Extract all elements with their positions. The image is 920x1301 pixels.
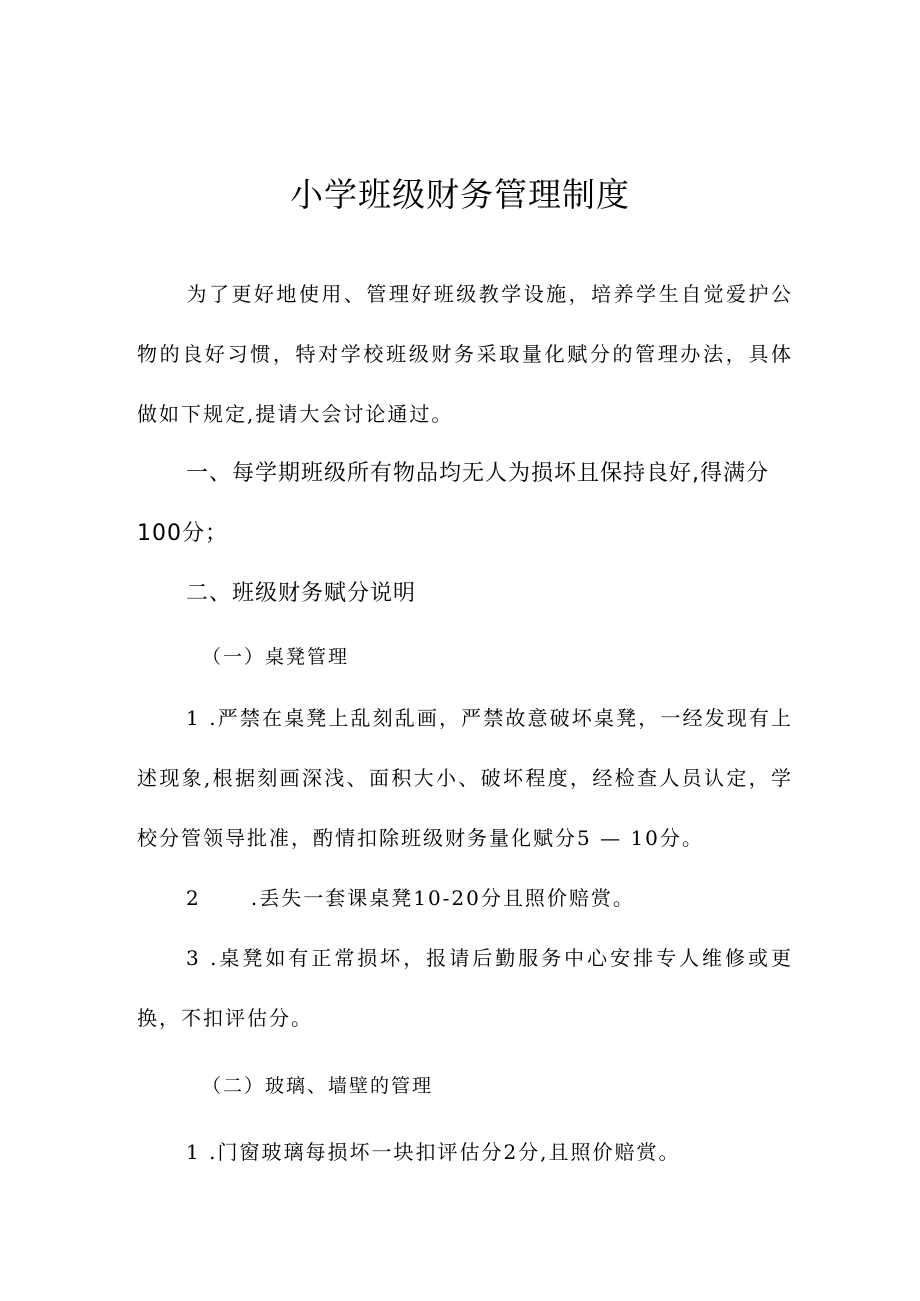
glass-item-1-text: 1 .门窗玻璃每损坏一块扣评估分2分,且照价赔赏。 bbox=[186, 1140, 681, 1164]
intro-text: 为了更好地使用、管理好班级教学设施，培养学生自觉爱护公物的良好习惯，特对学校班级财务采取量化赋分的管理办法，具体做如下规定,提请大会讨论通过。 bbox=[137, 282, 793, 426]
subsection-glass-title: （二）玻璃、墙壁的管理 bbox=[202, 1075, 434, 1097]
section-two-text: 二、班级财务赋分说明 bbox=[186, 581, 417, 606]
subsection-desks-title: （一）桌凳管理 bbox=[202, 646, 350, 668]
desks-item-2-text: 2 .丢失一套课桌凳10-20分且照价赔赏。 bbox=[186, 886, 635, 910]
desks-item-2 bbox=[137, 868, 793, 928]
section-two-heading bbox=[137, 564, 793, 624]
document-title: 小学班级财务管理制度 bbox=[290, 175, 630, 214]
desks-item-1-text: 1 .严禁在桌凳上乱刻乱画，严禁故意破坏桌凳，一经发现有上述现象,根据刻画深浅、面积大小、破坏程度，经检查人员认定，学校分管领导批准，酌情扣除班级财务量化赋分5 — 10分。 bbox=[137, 706, 793, 850]
desks-item-3-text: 3 .桌凳如有正常损坏，报请后勤服务中心安排专人维修或更换，不扣评估分。 bbox=[137, 946, 793, 1030]
desks-item-3 bbox=[137, 928, 793, 1048]
desks-item-1 bbox=[137, 688, 793, 868]
glass-item-1 bbox=[137, 1122, 793, 1182]
section-one-text: 一、每学期班级所有物品均无人为损坏且保持良好,得满分100分； bbox=[137, 461, 769, 546]
section-one-heading bbox=[137, 444, 793, 564]
intro-paragraph bbox=[137, 264, 793, 444]
